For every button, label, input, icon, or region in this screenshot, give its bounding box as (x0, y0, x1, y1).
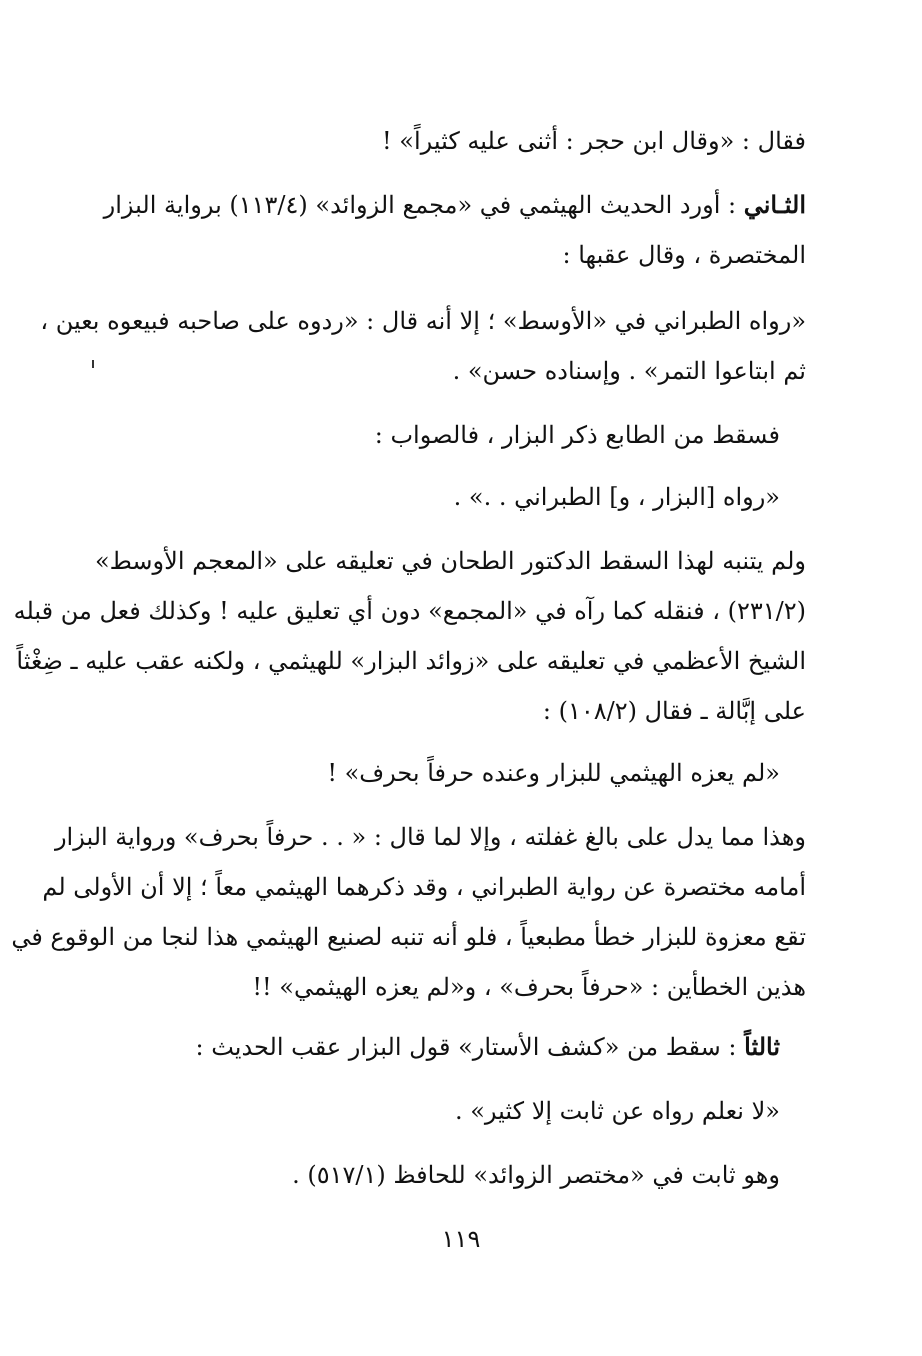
line-text: الشيخ الأعظمي في تعليقه على «زوائد البزار» للهيثمي ، ولكنه عقب عليه ـ ضِغْثاً (16, 647, 806, 675)
line-text: : أورد الحديث الهيثمي في «مجمع الزوائد» (١١٣/٤) برواية البزار (103, 191, 744, 219)
line-text: : سقط من «كشف الأستار» قول البزار عقب الحديث : (195, 1033, 745, 1061)
section-lead: الثـاني (743, 190, 806, 219)
line-text: فقال : «وقال ابن حجر : أثنى عليه كثيراً» ! (382, 127, 806, 155)
section-lead: ثالثاً (744, 1032, 780, 1061)
line-text: «لا نعلم رواه عن ثابت إلا كثير» . (454, 1097, 780, 1125)
margin-mark (92, 360, 94, 368)
text-line (106, 238, 806, 272)
line-text: تقع معزوة للبزار خطأ مطبعياً ، فلو أنه تنبه لصنيع الهيثمي هذا لنجا من الوقوع في (11, 923, 806, 951)
text-line (103, 188, 806, 222)
text-line (11, 920, 806, 954)
text-line (94, 544, 806, 578)
line-text: ولم يتنبه لهذا السقط الدكتور الطحان في تعليقه على «المعجم الأوسط» (94, 547, 806, 575)
line-text: وهذا مما يدل على بالغ غفلته ، وإلا لما قال : « . . حرفاً بحرف» ورواية البزار (54, 823, 806, 851)
line-text: ثم ابتاعوا التمر» . وإسناده حسن» . (452, 357, 806, 385)
line-text: فسقط من الطابع ذكر البزار ، فالصواب : (374, 421, 780, 449)
line-text: «رواه الطبراني في «الأوسط» ؛ إلا أنه قال : «ردوه على صاحبه فبيعوه بعين ، (40, 307, 806, 335)
line-text: وهو ثابت في «مختصر الزوائد» للحافظ (٥١٧/١) . (292, 1161, 780, 1189)
text-line (80, 1030, 780, 1064)
line-text: المختصرة ، وقال عقبها : (562, 241, 806, 269)
line-text: «لم يعزه الهيثمي للبزار وعنده حرفاً بحرف» ! (327, 759, 780, 787)
text-line (80, 1158, 780, 1192)
line-text: «رواه [البزار ، و] الطبراني . .» . (453, 483, 780, 511)
text-line (16, 644, 806, 678)
text-line (80, 756, 780, 790)
text-line (106, 970, 806, 1004)
text-line (40, 304, 806, 338)
text-line (42, 870, 806, 904)
line-text: هذين الخطأين : «حرفاً بحرف» ، و«لم يعزه الهيثمي» !! (252, 973, 806, 1001)
page-number: ١١٩ (441, 1225, 481, 1253)
text-line (106, 124, 806, 158)
text-line (106, 354, 806, 388)
text-line (80, 418, 780, 452)
line-text: (٢٣١/٢) ، فنقله كما رآه في «المجمع» دون أي تعليق عليه ! وكذلك فعل من قبله (13, 597, 806, 625)
text-line (54, 820, 806, 854)
text-line (80, 480, 780, 514)
line-text: على إبَّالة ـ فقال (١٠٨/٢) : (542, 697, 806, 725)
text-line (80, 1094, 780, 1128)
text-line (106, 694, 806, 728)
text-line (13, 594, 806, 628)
line-text: أمامه مختصرة عن رواية الطبراني ، وقد ذكرهما الهيثمي معاً ؛ إلا أن الأولى لم (42, 873, 806, 901)
